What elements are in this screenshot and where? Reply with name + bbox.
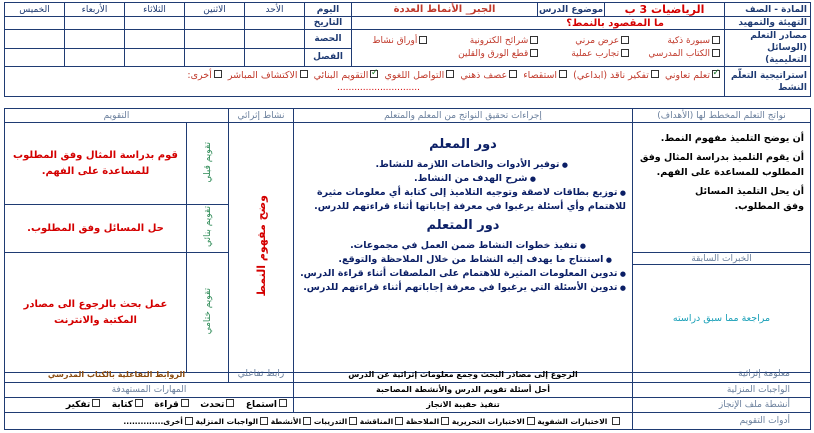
resources-label [725,30,811,67]
learner-role-title: دور المتعلم [426,218,500,233]
eval-pre-text: قوم بدراسة المثال وفق المطلوب للمساعدة على الفهم. [5,123,187,205]
teacher-item-2: ● شرح الهدف من النشاط. [300,172,626,186]
tool-homework: الواجبات المنزلية [195,416,259,426]
teacher-item-3: ● توزيع بطاقات لاصقة وتوجيه التلاميذ إلى كتابة أي معلومات مثيرة للاهتمام وأي أسئلة يرغبوا في معرفة إجاباتها أثناء قراءتهم للدرس. [300,186,626,214]
strategy-other-dots: ............................. [337,82,420,93]
skills-list [5,397,294,413]
learner-item-2: ● استنتاج ما يهدف إليه النشاط من خلال الملاحظة والتوقع. [300,253,626,267]
topic-label: موضوع الدرس [538,4,604,15]
tool-exercises: التدريبات [313,416,348,426]
skill-reading: قراءة [154,399,179,410]
resource-checkbox[interactable] [621,36,629,44]
footer-table [4,366,811,430]
tool-oral: الاختبارات الشفوية [537,416,608,426]
resource-experiments: تجارب عملية [571,49,620,59]
topic-value: الجبر_ الأنماط العددة [352,3,538,17]
prior-label: الخبرات السابقة [633,253,811,265]
day-monday: الاثنين [185,3,245,17]
tool-checkbox[interactable] [185,417,193,425]
eval-pre-label-cell [187,123,229,205]
strategy-critical: تفكير ناقد (ابداعي) [573,69,649,81]
resource-display: عرض مرني [575,36,620,46]
tool-observation: الملاحظة [405,416,440,426]
objectives-cell [633,123,811,253]
resource-checkbox[interactable] [712,36,720,44]
portfolio-label: أنشطة ملف الإنجاز [633,397,811,413]
homework-value: أحل أسئلة تقويم الدرس والأنشطة المصاحبة [294,383,633,397]
strategy-checkbox-discovery[interactable] [300,70,308,78]
resource-checkbox[interactable] [712,49,720,57]
skill-checkbox-speaking[interactable] [226,399,234,407]
resource-checkbox[interactable] [621,49,629,57]
main-table [4,108,811,373]
resource-checkbox[interactable] [530,36,538,44]
tool-checkbox[interactable] [303,417,311,425]
resources-label-text: مصادر التعلم (الوسائل التعليمية) [750,31,807,65]
header-table [4,2,811,97]
eval-formative-label: تقويم بنائي [202,206,213,248]
tool-other: أخرى.............. [123,416,183,426]
skill-checkbox-reading[interactable] [181,399,189,407]
resource-paper-pens: قطع الورق والقلين [458,49,529,59]
skill-thinking: تفكير [65,399,91,410]
tool-checkbox[interactable] [612,417,620,425]
strategy-formative: التقويم البنائي [313,69,369,81]
tool-discussion: المناقشة [359,416,394,426]
interactive-label: رابط تفاعلي [229,366,294,383]
skill-checkbox-listening[interactable] [279,399,287,407]
tool-checkbox[interactable] [527,417,535,425]
skill-listening: استماع [245,399,277,410]
resource-worksheets: أوراق نشاط [372,36,418,46]
strategy-checkbox-cooperative[interactable] [712,70,720,78]
interactive-value[interactable]: الروابط التفاعلية بالكتاب المدرسي [5,366,229,383]
portfolio-value: تنفيذ حقيبة الانجاز [294,397,633,413]
resource-checkbox[interactable] [419,36,427,44]
skill-checkbox-thinking[interactable] [92,399,100,407]
teacher-item-1: ● توفير الأدوات والخامات اللازمة للنشاط. [300,158,626,172]
skill-checkbox-writing[interactable] [135,399,143,407]
teacher-role-title: دور المعلم [429,137,497,152]
subject-grade-label: المادة - الصف [725,3,811,17]
resource-checkbox[interactable] [530,49,538,57]
objectives-header: نواتج التعلم المخطط لها (الأهداف) [633,109,811,123]
class-label: الفصل [305,48,352,67]
learner-item-4: ● تدوين الأسئلة التي يرغبوا في معرفة إجاباتهم أثناء قراءتهم للدرس. [300,281,626,295]
day-thursday: الخميس [5,3,65,17]
tool-written: الاختبارات التحريرية [451,416,525,426]
tool-checkbox[interactable] [395,417,403,425]
strategy-inquiry: استقصاء [523,69,558,81]
tool-checkbox[interactable] [441,417,449,425]
strategy-checkbox-critical[interactable] [651,70,659,78]
learner-item-3: ● تدوين المعلومات المثيرة للاهتمام على الملصقات أثناء قراءة الدرس. [300,267,626,281]
enrich-header: نشاط إثرائي [229,109,294,123]
strategy-checkbox-formative[interactable] [370,70,378,78]
day-sunday: الأحد [245,3,305,17]
prior-value: مراجعة مما سبق دراسته [633,265,811,373]
objective-2: أن يقوم التلميذ بدراسة المثال وفق المطلوب للمساعدة على الفهم. [640,152,804,178]
skills-label: المهارات المستهدفة [5,383,294,397]
procedures-cell [294,123,633,373]
intro-value: ما المقصود بالنمط؟ [352,17,725,30]
intro-label: التهيئة والتمهيد [725,17,811,30]
day-wednesday: الأربعاء [65,3,125,17]
eval-final-label-cell [187,253,229,373]
objective-1: أن يوضح التلميذ مفهوم النمط. [660,133,804,144]
eval-pre-label: تقويم قبلي [202,141,213,183]
tools-list [5,413,633,430]
tools-label: أدوات التقويم [633,413,811,430]
skill-writing: كتابة [111,399,133,410]
strategy-cooperative: تعلم تعاوني [665,69,710,81]
strategy-checkbox-other[interactable] [214,70,222,78]
eval-formative-label-cell [187,205,229,253]
period-label: الحصة [305,30,352,49]
tool-checkbox[interactable] [260,417,268,425]
strategy-checkbox-language[interactable] [446,70,454,78]
info-value: الرجوع إلى مصادر البحث وجمع معلومات إثرائية عن الدرس [294,366,633,383]
tool-checkbox[interactable] [349,417,357,425]
eval-final-label: تقويم ختامي [202,287,213,335]
resource-textbook: الكتاب المدرسي [648,49,710,59]
info-label: معلومة إثرائية [633,366,811,383]
eval-formative-text: حل المسائل وفق المطلوب. [5,205,187,253]
resource-smartboard: سبورة ذكية [667,36,710,46]
procedures-header: إجراءات تحقيق النواتج من المعلم والمتعلم [294,109,633,123]
date-label: التاريخ [305,17,352,30]
strategy-discovery: الاكتشاف المباشر [227,69,298,81]
homework-label: الواجبات المنزلية [633,383,811,397]
learner-item-1: ● تنفيذ خطوات النشاط ضمن العمل في مجموعات. [300,239,626,253]
strategy-brainstorm: عصف ذهني [460,69,508,81]
subject-grade-value: الرياضيات 3 ب [605,3,725,17]
day-label: اليوم [305,3,352,17]
resource-slides: شرائح الكترونية [469,36,529,46]
resources-list [352,30,725,67]
day-tuesday: الثلاثاء [125,3,185,17]
objective-3: أن يحل التلميذ المسائل وفق المطلوب. [695,186,804,212]
tool-activities: الأنشطة [270,416,302,426]
enrich-cell [229,123,294,373]
strategy-label: استراتيجية التعلّم النشط [725,67,811,97]
eval-final-text: عمل بحث بالرجوع الى مصادر المكتبة والانترنت [5,253,187,373]
strategy-other: أخرى: [187,69,212,81]
skill-speaking: تحدث [200,399,225,410]
strategies-list [5,67,725,97]
eval-header: التقويم [5,109,229,123]
strategy-language: التواصل اللغوي [384,69,445,81]
strategy-checkbox-inquiry[interactable] [559,70,567,78]
enrich-value: وضح مفهوم النمط [254,195,268,297]
strategy-checkbox-brainstorm[interactable] [509,70,517,78]
